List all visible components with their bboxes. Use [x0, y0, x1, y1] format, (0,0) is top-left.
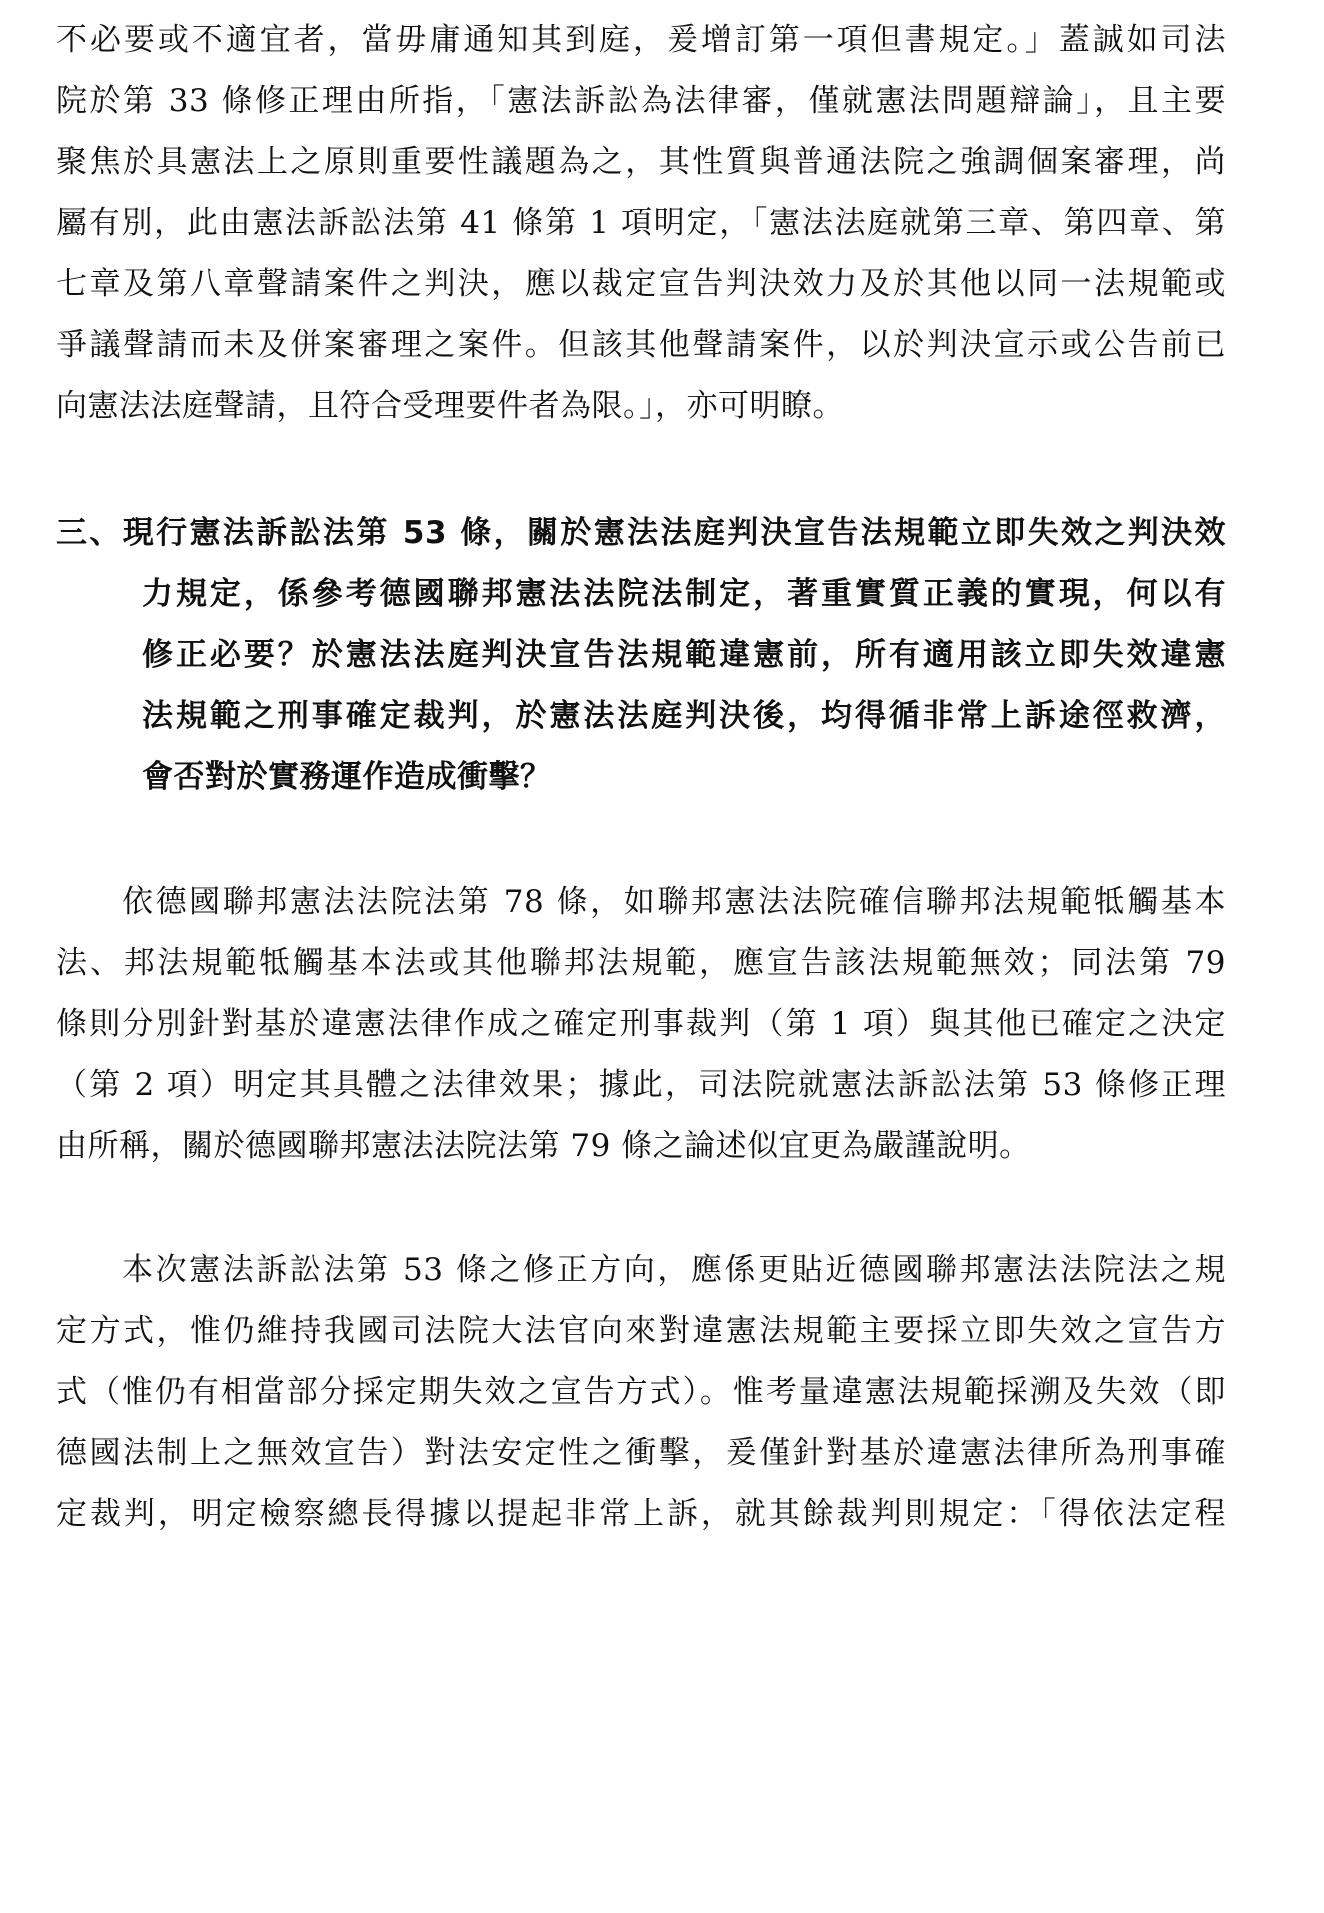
text-line: 由所稱，關於德國聯邦憲法法院法第 79 條之論述似宜更為嚴謹說明。	[56, 1128, 1031, 1164]
text-line: 院於第 33 條修正理由所指，「憲法訴訟為法律審，僅就憲法問題辯論」，且主要	[56, 83, 1226, 119]
text-line: 依德國聯邦憲法法院法第 78 條，如聯邦憲法法院確信聯邦法規範牴觸基本	[122, 884, 1226, 920]
heading-line: 修正必要？於憲法法庭判決宣告法規範違憲前，所有適用該立即失效違憲	[142, 637, 1226, 673]
text-line: 法、邦法規範牴觸基本法或其他聯邦法規範，應宣告該法規範無效；同法第 79	[56, 945, 1226, 981]
text-line: 條則分別針對基於違憲法律作成之確定刑事裁判（第 1 項）與其他已確定之決定	[56, 1006, 1226, 1042]
text-line: 定裁判，明定檢察總長得據以提起非常上訴，就其餘裁判則規定：「得依法定程	[56, 1496, 1226, 1532]
text-line: 向憲法法庭聲請，且符合受理要件者為限。」，亦可明瞭。	[56, 388, 844, 424]
heading-line: 三、現行憲法訴訟法第 53 條，關於憲法法庭判決宣告法規範立即失效之判決效	[56, 515, 1226, 551]
heading-line: 會否對於實務運作造成衝擊？	[142, 759, 552, 795]
text-line: 德國法制上之無效宣告）對法安定性之衝擊，爰僅針對基於違憲法律所為刑事確	[56, 1435, 1226, 1471]
text-line: （第 2 項）明定其具體之法律效果；據此，司法院就憲法訴訟法第 53 條修正理	[56, 1067, 1226, 1103]
text-line: 不必要或不適宜者，當毋庸通知其到庭，爰增訂第一項但書規定。」蓋誠如司法	[56, 22, 1226, 58]
text-line: 聚焦於具憲法上之原則重要性議題為之，其性質與普通法院之強調個案審理，尚	[56, 144, 1226, 180]
text-line: 本次憲法訴訟法第 53 條之修正方向，應係更貼近德國聯邦憲法法院法之規	[122, 1252, 1226, 1288]
text-line: 式（惟仍有相當部分採定期失效之宣告方式）。惟考量違憲法規範採溯及失效（即	[56, 1374, 1226, 1410]
text-line: 爭議聲請而未及併案審理之案件。但該其他聲請案件，以於判決宣示或公告前已	[56, 327, 1226, 363]
text-line: 定方式，惟仍維持我國司法院大法官向來對違憲法規範主要採立即失效之宣告方	[56, 1313, 1226, 1349]
text-line: 七章及第八章聲請案件之判決，應以裁定宣告判決效力及於其他以同一法規範或	[56, 266, 1226, 302]
heading-line: 力規定，係參考德國聯邦憲法法院法制定，著重實質正義的實現，何以有	[142, 576, 1226, 612]
heading-line: 法規範之刑事確定裁判，於憲法法庭判決後，均得循非常上訴途徑救濟，	[142, 698, 1226, 734]
text-line: 屬有別，此由憲法訴訟法第 41 條第 1 項明定，「憲法法庭就第三章、第四章、第	[56, 205, 1226, 241]
